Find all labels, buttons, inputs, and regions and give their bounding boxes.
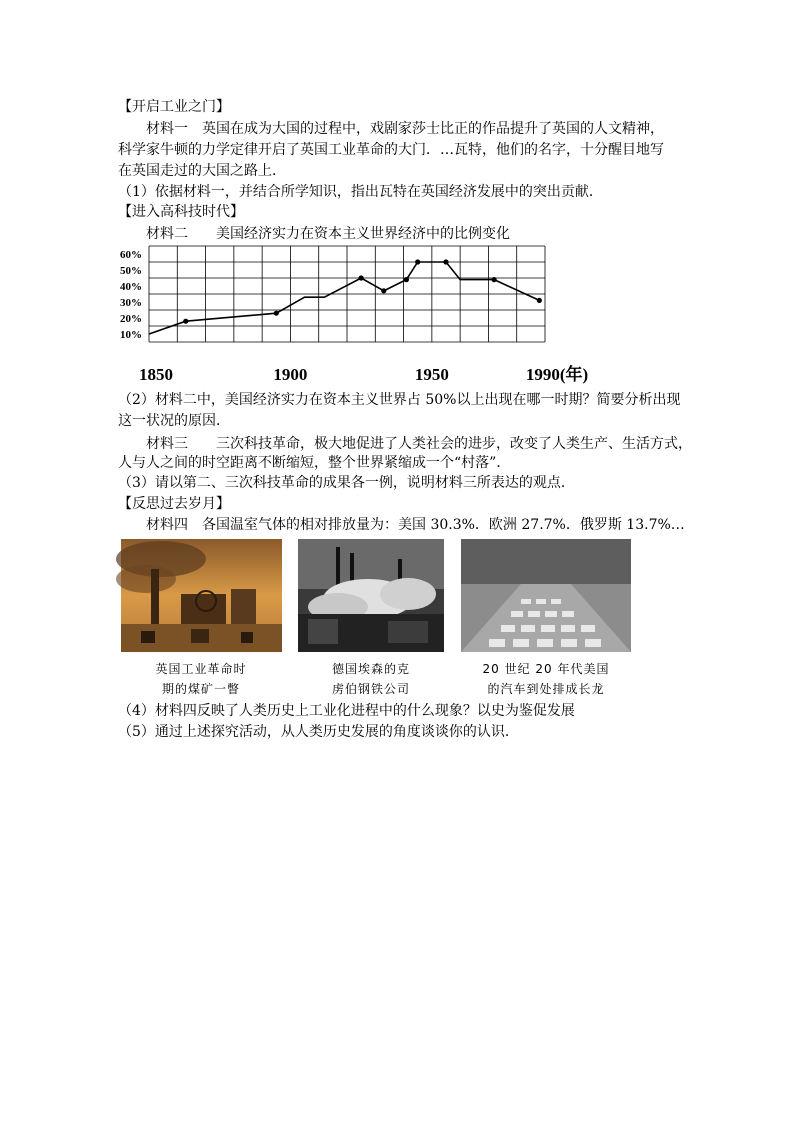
data-point bbox=[381, 288, 386, 293]
data-point bbox=[359, 275, 364, 280]
y-tick-label: 10% bbox=[120, 329, 142, 341]
material-four: 材料四 各国温室气体的相对排放量为：美国 30.3%．欧洲 27.7%．俄罗斯 13.7%… bbox=[146, 517, 685, 533]
economic-share-line-chart bbox=[118, 242, 589, 390]
data-point bbox=[415, 259, 420, 264]
traffic-jam-photo bbox=[461, 539, 631, 652]
question-2-line1: （2）材料二中，美国经济实力在资本主义世界占 50%以上出现在哪一时期？简要分析出现 bbox=[118, 392, 681, 408]
y-tick-label: 50% bbox=[120, 265, 142, 277]
y-tick-label: 40% bbox=[120, 281, 142, 293]
x-tick-label: 1950 bbox=[414, 365, 449, 384]
material-two-title: 材料二 美国经济实力在资本主义世界经济中的比例变化 bbox=[146, 226, 510, 242]
y-tick-label: 60% bbox=[120, 249, 142, 261]
data-point bbox=[183, 319, 188, 324]
question-1: （1）依据材料一，并结合所学知识，指出瓦特在英国经济发展中的突出贡献． bbox=[118, 184, 603, 200]
photo-2-caption-line1: 德国埃森的克 bbox=[331, 662, 410, 676]
data-point bbox=[491, 277, 496, 282]
question-5: （5）通过上述探究活动，从人类历史发展的角度谈谈你的认识． bbox=[118, 724, 519, 740]
x-tick-label: 1900 bbox=[273, 365, 308, 384]
y-tick-label: 20% bbox=[120, 313, 142, 325]
photo-2-caption-line2: 虏伯钢铁公司 bbox=[331, 682, 410, 696]
material-one-line2: 科学家牛顿的力学定律开启了英国工业革命的大门．…瓦特，他们的名字，十分醒目地写 bbox=[118, 142, 664, 158]
x-tick-label: 1850 bbox=[139, 365, 173, 384]
material-three-line2: 人与人之间的时空距离不断缩短，整个世界紧缩成一个“村落”． bbox=[118, 455, 511, 471]
material-one-line3: 在英国走过的大国之路上． bbox=[118, 163, 286, 179]
photo-3-caption-line2: 的汽车到处排成长龙 bbox=[487, 682, 605, 696]
question-3: （3）请以第二、三次科技革命的成果各一例，说明材料三所表达的观点． bbox=[118, 475, 575, 491]
section-heading-reflect: 【反思过去岁月】 bbox=[118, 496, 230, 512]
data-point bbox=[443, 259, 448, 264]
steel-works-photo bbox=[298, 539, 444, 652]
section-heading-industry: 【开启工业之门】 bbox=[118, 99, 230, 115]
material-one-line1: 材料一 英国在成为大国的过程中，戏剧家莎士比正的作品提升了英国的人文精神， bbox=[146, 121, 664, 137]
series-line bbox=[149, 262, 539, 334]
y-tick-label: 30% bbox=[120, 297, 142, 309]
data-point bbox=[404, 277, 409, 282]
material-three-line1: 材料三 三次科技革命，极大地促进了人类社会的进步，改变了人类生产、生活方式， bbox=[146, 436, 692, 452]
question-2-line2: 这一状况的原因． bbox=[118, 413, 230, 429]
photo-1-caption-line2: 期的煤矿一瞥 bbox=[161, 682, 240, 696]
x-tick-label: 1990(年) bbox=[525, 365, 589, 384]
photo-3-caption-line1: 20 世纪 20 年代美国 bbox=[482, 662, 610, 676]
section-heading-hightech: 【进入高科技时代】 bbox=[118, 204, 244, 220]
photo-1-caption-line1: 英国工业革命时 bbox=[155, 662, 247, 676]
data-point bbox=[274, 311, 279, 316]
coal-mine-painting bbox=[121, 539, 282, 652]
question-4: （4）材料四反映了人类历史上工业化进程中的什么现象？以史为鉴促发展 bbox=[118, 703, 575, 719]
data-point bbox=[537, 298, 542, 303]
